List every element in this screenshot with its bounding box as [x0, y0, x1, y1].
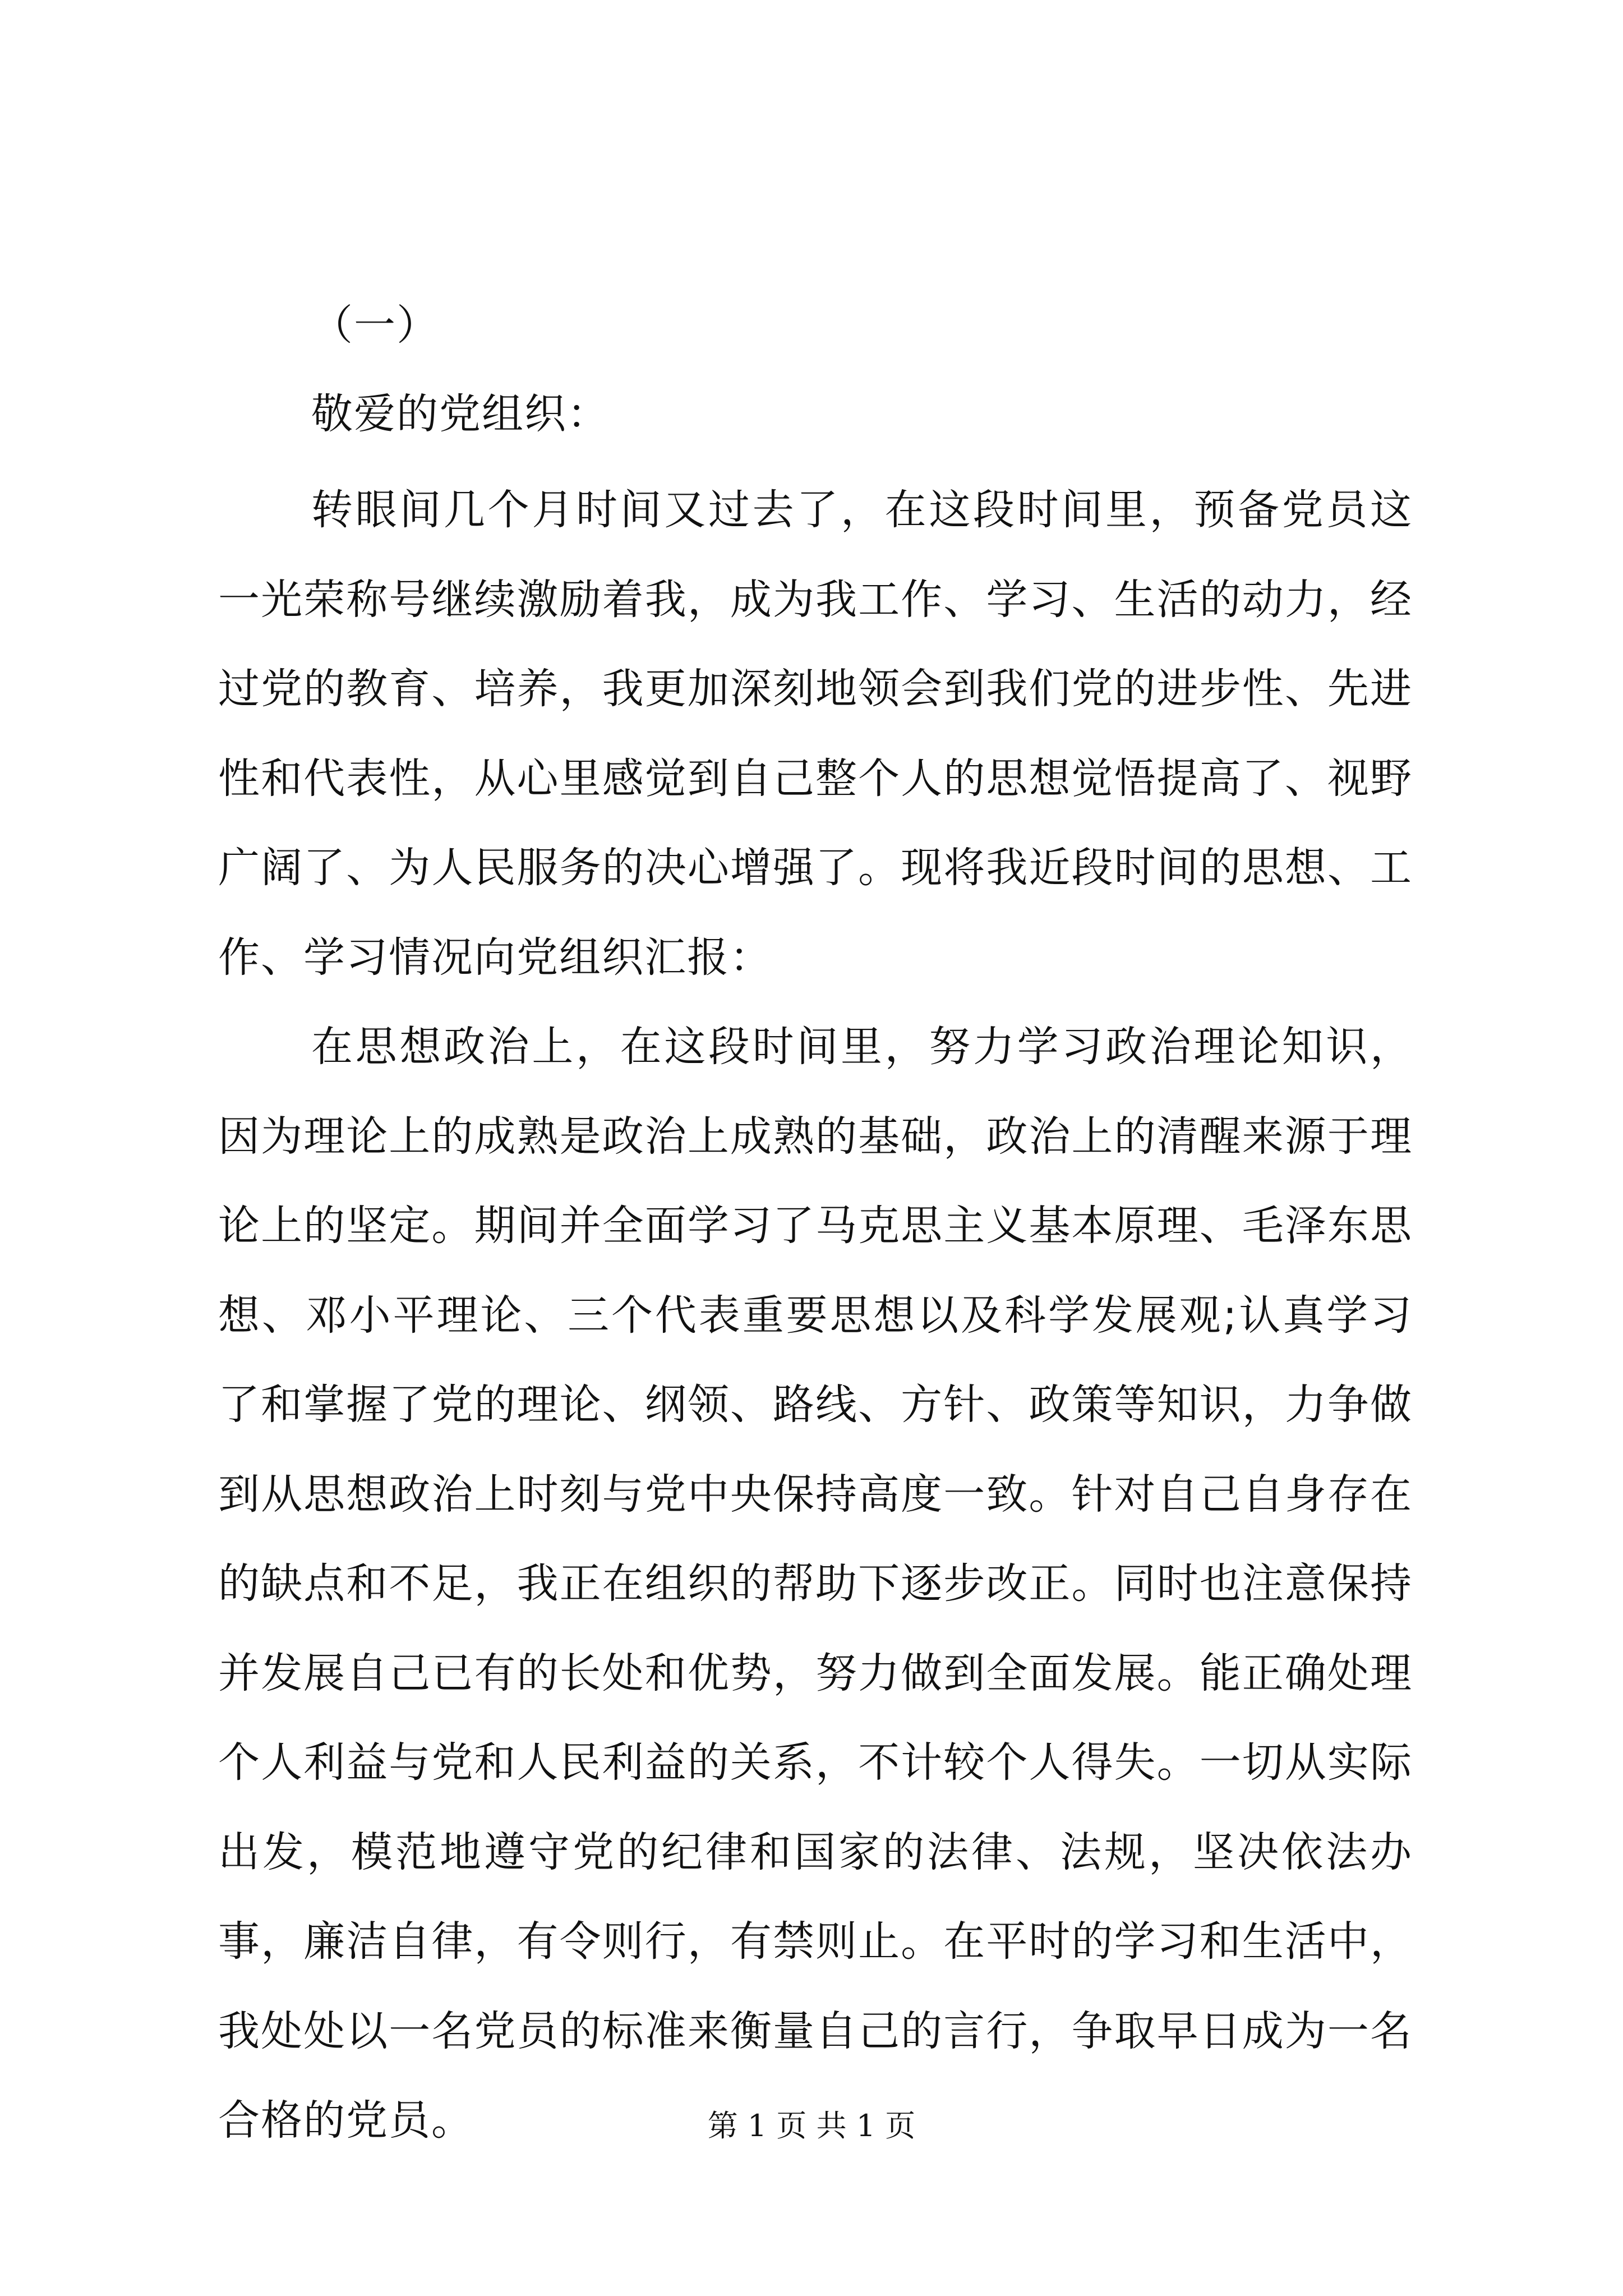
salutation: 敬爱的党组织：	[311, 390, 610, 438]
body-text	[218, 466, 1413, 2166]
paragraph-intro: 转眼间几个月时间又过去了，在这段时间里，预备党员这一光荣称号继续激励着我，成为我工作、学习、生活的动力，经过党的教育、培养，我更加深刻地领会到我们党的进步性、先进性和代表性，从心里感觉到自己整个人的思想觉悟提高了、视野广阔了、为人民服务的决心增强了。现将我近段时间的思想、工作、学习情况向党组织汇报：	[218, 486, 1413, 982]
paragraph-political-thought: 在思想政治上，在这段时间里，努力学习政治理论知识，因为理论上的成熟是政治上成熟的基础，政治上的清醒来源于理论上的坚定。期间并全面学习了马克思主义基本原理、毛泽东思想、邓小平理论、三个代表重要思想以及科学发展观;认真学习了和掌握了党的理论、纲领、路线、方针、政策等知识，力争做到从思想政治上时刻与党中央保持高度一致。针对自己自身存在的缺点和不足，我正在组织的帮助下逐步改正。同时也注意保持并发展自己已有的长处和优势，努力做到全面发展。能正确处理个人利益与党和人民利益的关系，不计较个人得失。一切从实际出发，模范地遵守党的纪律和国家的法律、法规，坚决依法办事，廉洁自律，有令则行，有禁则止。在平时的学习和生活中，我处处以一名党员的标准来衡量自己的言行，争取早日成为一名合格的党员。	[218, 1023, 1413, 2145]
section-heading: （一）	[311, 301, 439, 349]
page-footer: 第 1 页 共 1 页	[707, 2108, 916, 2143]
